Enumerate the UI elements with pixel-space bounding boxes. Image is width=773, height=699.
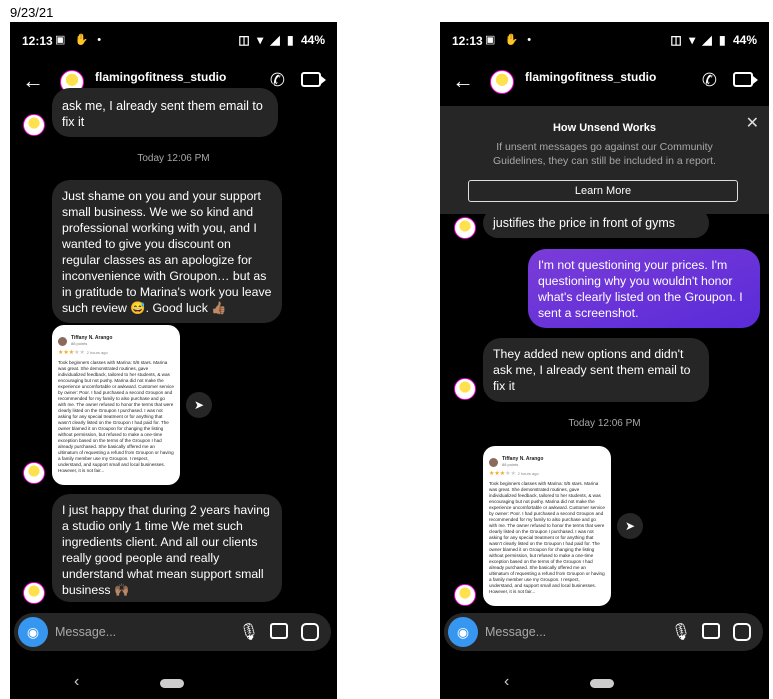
nav-home-pill[interactable] xyxy=(160,679,184,688)
wifi-icon: ▾ xyxy=(257,33,264,47)
battery-icon: ▮ xyxy=(719,33,726,47)
video-call-icon[interactable] xyxy=(301,72,321,87)
chat-header xyxy=(440,60,769,106)
battery-level: 44% xyxy=(300,33,325,47)
notification-icons: ▣ ✋ • xyxy=(55,34,105,46)
sender-avatar xyxy=(454,378,476,400)
review-header xyxy=(489,456,605,468)
message-input[interactable]: Message... xyxy=(55,625,117,639)
status-bar xyxy=(10,22,337,60)
message-bubble[interactable]: ask me, I already sent them email to fix it xyxy=(52,88,278,137)
reviewer-info xyxy=(71,335,112,347)
message-composer xyxy=(14,613,331,651)
nav-back-icon[interactable]: ‹ xyxy=(74,673,80,690)
sender-avatar xyxy=(23,114,45,136)
unsend-title: How Unsend Works xyxy=(552,122,657,134)
reviewer-name: Tiffany N. Arango xyxy=(71,335,113,341)
microphone-icon[interactable]: 🎙 xyxy=(238,624,259,641)
video-call-icon[interactable] xyxy=(733,72,753,87)
reviewer-avatar xyxy=(489,458,498,467)
avatar[interactable] xyxy=(490,70,514,94)
nav-home-pill[interactable] xyxy=(590,679,614,688)
review-stars: ★★★★★ 2 hours ago xyxy=(489,471,539,477)
message-bubble[interactable]: Just shame on you and your support small business. We we so kind and professional working with you, and I wanted to give you discount on regular classes as an apologize for inconvenience with Groupon… but as in gratitude to Marina's work you leave such review 😅. Good luck 👍🏽 xyxy=(52,180,282,323)
gallery-icon[interactable] xyxy=(702,623,720,639)
camera-icon[interactable]: ◉ xyxy=(18,617,48,647)
close-icon[interactable]: ✕ xyxy=(745,115,759,132)
status-bar xyxy=(440,22,769,60)
learn-more-button[interactable]: Learn More xyxy=(468,180,738,202)
unsend-body: If unsent messages go against our Community Guidelines, they can still be included in a report. xyxy=(493,141,716,167)
status-time: 12:13 xyxy=(22,34,53,48)
back-arrow-icon[interactable]: ← xyxy=(22,68,44,93)
message-composer xyxy=(444,613,763,651)
nav-back-icon[interactable]: ‹ xyxy=(504,673,510,690)
date-label: 9/23/21 xyxy=(10,5,54,20)
message-bubble[interactable]: They added new options and didn't ask me, I already sent them email to fix it xyxy=(483,338,709,402)
review-text: Took beginners classes with Marina: 5/5 stars. Marina was great. She demonstrated routines, gave individualized feedback, tailored to her students, & was encouraging but not pushy. Marina did not make the experience uncomfortable or awkward. Customer service by owner: Poor. I had purchased a second Groupon and recommended for my family to also purchase and go with me. The owner refused to honor the terms that were clearly listed on the Groupon I purchased. I was not asking for any special treatment or for anything that wasn't clearly listed on the Groupon I had paid for. The owner blamed it on Groupon for changing the listing without permission, but refused to make a one-time exception based on the terms of the Groupon I had already purchased. She basically offered me an ultimatum of requesting a refund from Groupon or having a family member use my Groupon. I respect, understand, and support small and local businesses. However, it is not fair... xyxy=(489,481,605,594)
vibrate-icon: ◫ xyxy=(238,33,250,47)
phone-call-icon[interactable]: ✆ xyxy=(701,70,717,90)
sender-avatar xyxy=(454,217,476,239)
unsend-info-panel xyxy=(440,106,769,214)
battery-icon: ▮ xyxy=(287,33,294,47)
gallery-icon[interactable] xyxy=(270,623,288,639)
review-header xyxy=(58,335,174,347)
timestamp-separator: Today 12:06 PM xyxy=(137,153,210,164)
review-stars: ★★★★★ 2 hours ago xyxy=(58,350,108,356)
reviewer-points: 88 points xyxy=(71,341,88,346)
review-text: Took beginners classes with Marina: 5/5 stars. Marina was great. She demonstrated routines, gave individualized feedback, tailored to her students, & was encouraging but not pushy. Marina did not make the experience uncomfortable or awkward. Customer service by owner: Poor. I had purchased a second Groupon and recommended for my family to also purchase and go with me. The owner refused to honor the terms that were clearly listed on the Groupon I purchased. I was not asking for any special treatment or for anything that wasn't clearly listed on the Groupon I had paid for. The owner blamed it on Groupon for changing the listing without permission, but refused to make a one-time exception based on the terms of the Groupon I had already purchased. She basically offered me an ultimatum of requesting a refund from Groupon or having a family member use my Groupon. I respect, understand, and support small and local businesses. However, it is not fair... xyxy=(58,360,174,473)
shared-review-screenshot[interactable] xyxy=(52,325,180,485)
phone-right xyxy=(440,22,769,699)
phone-call-icon[interactable]: ✆ xyxy=(269,70,285,90)
reviewer-name: Tiffany N. Arango xyxy=(502,456,544,462)
status-right xyxy=(234,33,325,47)
reviewer-avatar xyxy=(58,337,67,346)
shared-review-screenshot[interactable] xyxy=(483,446,611,606)
battery-level: 44% xyxy=(732,33,757,47)
reviewer-points: 88 points xyxy=(502,462,519,467)
signal-icon: ◢ xyxy=(702,33,712,47)
sender-avatar xyxy=(23,462,45,484)
review-time: 2 hours ago xyxy=(517,471,539,476)
wifi-icon: ▾ xyxy=(689,33,696,47)
share-icon[interactable]: ➤ xyxy=(186,392,212,418)
android-nav-bar xyxy=(440,667,769,699)
status-time: 12:13 xyxy=(452,34,483,48)
notification-icons: ▣ ✋ • xyxy=(485,34,535,46)
sticker-icon[interactable] xyxy=(301,623,319,641)
share-icon[interactable]: ➤ xyxy=(617,513,643,539)
reviewer-info xyxy=(502,456,543,468)
android-nav-bar xyxy=(10,667,337,699)
my-message-bubble[interactable]: I'm not questioning your prices. I'm questioning why you wouldn't honor what's clearly listed on the Groupon. I sent a screenshot. xyxy=(528,249,760,328)
message-bubble[interactable]: justifies the price in front of gyms xyxy=(483,208,709,238)
message-bubble[interactable]: I just happy that during 2 years having a studio only 1 time We met such ingredients client. And all our clients really good people and really understand what mean support small business 🙌🏽 xyxy=(52,494,282,602)
microphone-icon[interactable]: 🎙 xyxy=(670,624,691,641)
sender-avatar xyxy=(454,584,476,606)
phone-left xyxy=(10,22,337,699)
review-time: 2 hours ago xyxy=(86,350,108,355)
chat-username[interactable]: flamingofitness_studio xyxy=(525,70,657,84)
camera-icon[interactable]: ◉ xyxy=(448,617,478,647)
vibrate-icon: ◫ xyxy=(670,33,682,47)
timestamp-separator: Today 12:06 PM xyxy=(568,418,641,429)
sticker-icon[interactable] xyxy=(733,623,751,641)
status-right xyxy=(666,33,757,47)
back-arrow-icon[interactable]: ← xyxy=(452,68,474,93)
signal-icon: ◢ xyxy=(270,33,280,47)
sender-avatar xyxy=(23,582,45,604)
message-input[interactable]: Message... xyxy=(485,625,547,639)
chat-username[interactable]: flamingofitness_studio xyxy=(95,70,227,84)
